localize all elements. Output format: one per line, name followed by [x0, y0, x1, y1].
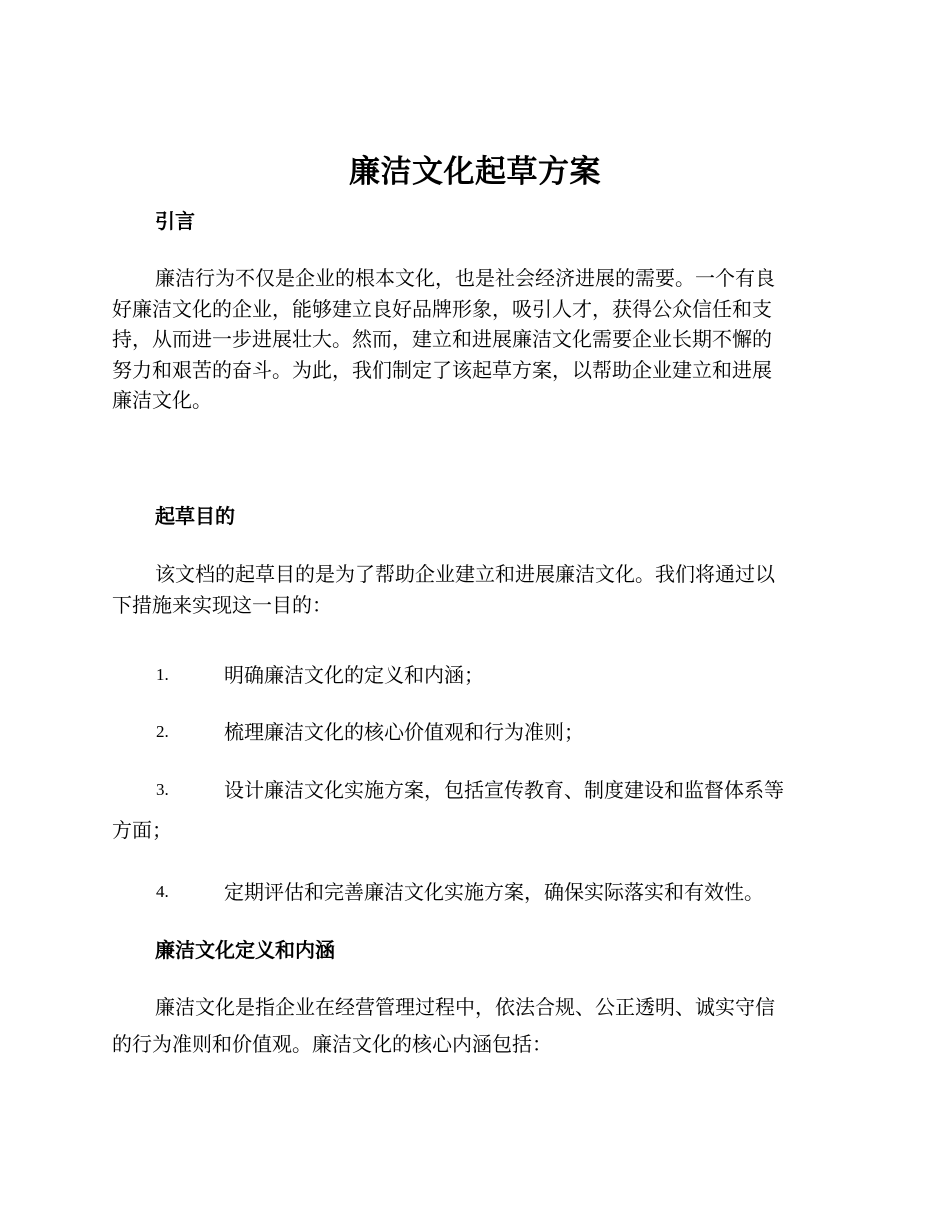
paragraph-line: 的行为准则和价值观。廉洁文化的核心内涵包括： [112, 1031, 552, 1056]
list-number: 3. [156, 780, 169, 799]
paragraph-line: 努力和艰苦的奋斗。为此，我们制定了该起草方案，以帮助企业建立和进展 [112, 357, 772, 382]
paragraph-line: 下措施来实现这一目的： [112, 592, 332, 617]
paragraph-line: 好廉洁文化的企业，能够建立良好品牌形象，吸引人才，获得公众信任和支 [112, 296, 772, 321]
list-number: 2. [156, 722, 169, 741]
list-item [112, 710, 832, 754]
paragraph-definition [112, 992, 832, 1059]
list-item [112, 768, 832, 852]
paragraph-line: 廉洁文化是指企业在经营管理过程中，依法合规、公正透明、诚实守信 [155, 995, 775, 1019]
paragraph-line: 廉洁文化。 [112, 388, 212, 412]
paragraph-line: 廉洁行为不仅是企业的根本文化，也是社会经济进展的需要。一个有良 [155, 266, 775, 290]
list-number: 4. [156, 882, 169, 901]
section-heading-purpose: 起草目的 [155, 504, 235, 528]
list-item-text-continuation: 方面； [112, 818, 172, 842]
list-item [112, 870, 832, 914]
list-item-text: 梳理廉洁文化的核心价值观和行为准则； [224, 720, 584, 744]
section-heading-definition: 廉洁文化定义和内涵 [155, 938, 335, 962]
paragraph-introduction [112, 263, 832, 416]
list-item-text: 明确廉洁文化的定义和内涵； [224, 663, 484, 687]
document-title: 廉洁文化起草方案 [349, 154, 601, 190]
list-item-text: 定期评估和完善廉洁文化实施方案，确保实际落实和有效性。 [224, 880, 764, 904]
paragraph-line: 持，从而进一步进展壮大。然而，建立和进展廉洁文化需要企业长期不懈的 [112, 327, 772, 351]
list-number: 1. [156, 665, 169, 684]
paragraph-purpose [112, 559, 832, 620]
list-item-text: 设计廉洁文化实施方案，包括宣传教育、制度建设和监督体系等 [224, 778, 784, 802]
section-heading-introduction: 引言 [155, 209, 195, 233]
list-item [112, 653, 832, 697]
paragraph-line: 该文档的起草目的是为了帮助企业建立和进展廉洁文化。我们将通过以 [155, 562, 775, 586]
